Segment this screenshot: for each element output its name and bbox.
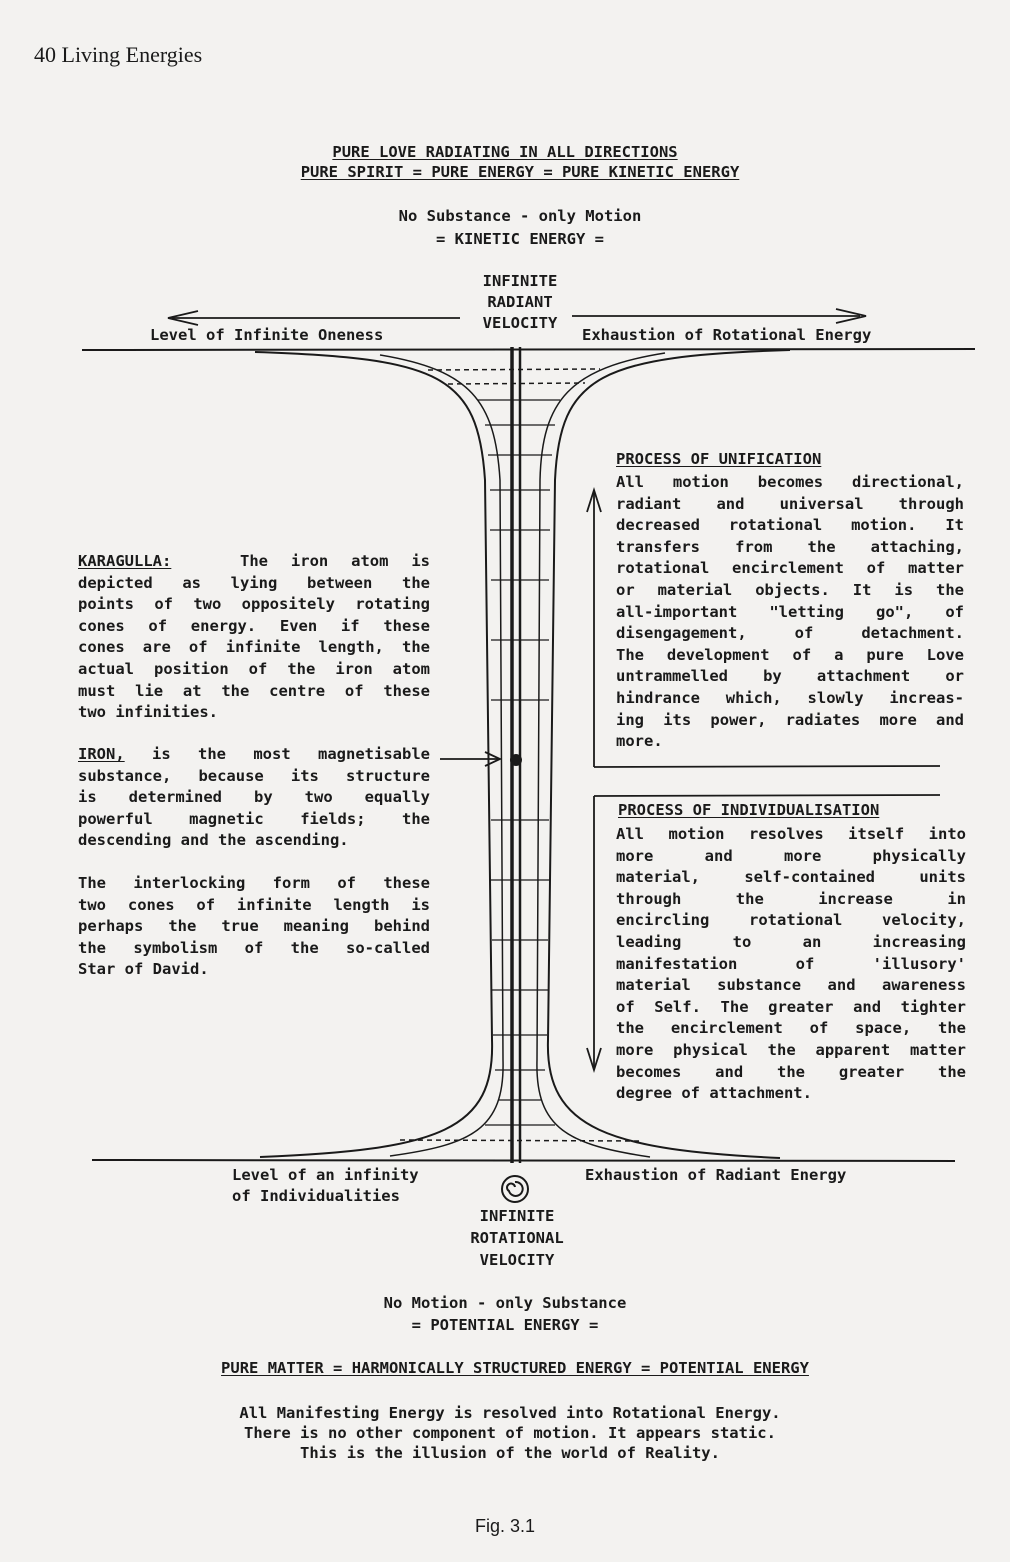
top-level-line	[82, 349, 975, 350]
bottom-line-2: There is no other component of motion. It appears static.	[244, 1424, 776, 1442]
dashed-line-2	[448, 383, 585, 384]
unification-bottom-line	[594, 766, 940, 767]
bottom-left-label-1: Level of an infinity	[232, 1166, 419, 1184]
individualisation-top-line	[594, 795, 940, 796]
top-left-label: Level of Infinite Oneness	[150, 326, 384, 344]
dashed-line-1	[428, 369, 600, 370]
top-title-2: PURE SPIRIT = PURE ENERGY = PURE KINETIC ENERGY	[300, 163, 740, 181]
bottom-note-2: = POTENTIAL ENERGY =	[411, 1316, 599, 1334]
bottom-level-line	[92, 1160, 955, 1161]
individualisation-text: All motion resolves itself into more and more physically material, self-contained units through the increase in encircling rotational velocity, leading to an increasing manifestation of 'illusory' material substance and awareness of Self. The greater and tighter the encirclement of space, the more physical the apparent matter becomes and the greater the degree of attachment.	[616, 825, 966, 1103]
karagulla-text: KARAGULLA: The iron atom is depicted as lying between the points of two oppositely rotating cones of energy. Even if these cones are of infinite length, the actual position of the iron atom must lie at the centre of these two infinities.	[78, 552, 431, 722]
unification-title: PROCESS OF UNIFICATION	[616, 450, 822, 468]
infinite-radiant-2: RADIANT	[487, 293, 553, 311]
figure-caption: Fig. 3.1	[474, 1516, 536, 1536]
infinite-rotational-3: VELOCITY	[479, 1251, 555, 1269]
iron-term: IRON,	[78, 745, 125, 763]
infinite-radiant-1: INFINITE	[482, 272, 558, 290]
karagulla-term: KARAGULLA:	[78, 552, 172, 570]
bottom-title: PURE MATTER = HARMONICALLY STRUCTURED ENERGY = POTENTIAL ENERGY	[221, 1359, 809, 1377]
bottom-note-1: No Motion - only Substance	[383, 1294, 627, 1312]
top-note-1: No Substance - only Motion	[398, 207, 642, 225]
spiral-icon	[502, 1176, 528, 1202]
dashed-line-3	[400, 1140, 640, 1141]
interlocking-text: The interlocking form of these two cones of infinite length is perhaps the true meaning behind the symbolism of the so-called Star of David.	[78, 874, 430, 979]
top-note-2: = KINETIC ENERGY =	[436, 230, 604, 248]
unification-text: All motion becomes directional, radiant and universal through decreased rotational motion. It transfers from the attaching, rotational encirclement of matter or material objects. It is the all-important "letting go", of disengagement, of detachment. The development of a pure Love untrammelled by attachment or hindrance which, slowly increas- ing its power, radiates more and more.	[616, 473, 964, 751]
bottom-line-1: All Manifesting Energy is resolved into Rotational Energy.	[239, 1404, 781, 1422]
infinite-rotational-2: ROTATIONAL	[470, 1229, 564, 1247]
iron-atom-point	[511, 755, 521, 765]
infinite-radiant-3: VELOCITY	[482, 314, 558, 332]
bottom-left-label-2: of Individualities	[232, 1187, 400, 1205]
bottom-right-label: Exhaustion of Radiant Energy	[585, 1166, 847, 1184]
page-header: 40 Living Energies	[34, 42, 203, 67]
bottom-line-3: This is the illusion of the world of Reality.	[300, 1444, 720, 1462]
top-title-1: PURE LOVE RADIATING IN ALL DIRECTIONS	[332, 143, 678, 161]
iron-text: IRON, is the most magnetisable substance, because its structure is determined by two equally powerful magnetic fields; the descending and the ascending.	[78, 745, 430, 850]
individualisation-title: PROCESS OF INDIVIDUALISATION	[618, 801, 880, 819]
infinite-rotational-1: INFINITE	[479, 1207, 555, 1225]
top-right-label: Exhaustion of Rotational Energy	[582, 326, 872, 344]
